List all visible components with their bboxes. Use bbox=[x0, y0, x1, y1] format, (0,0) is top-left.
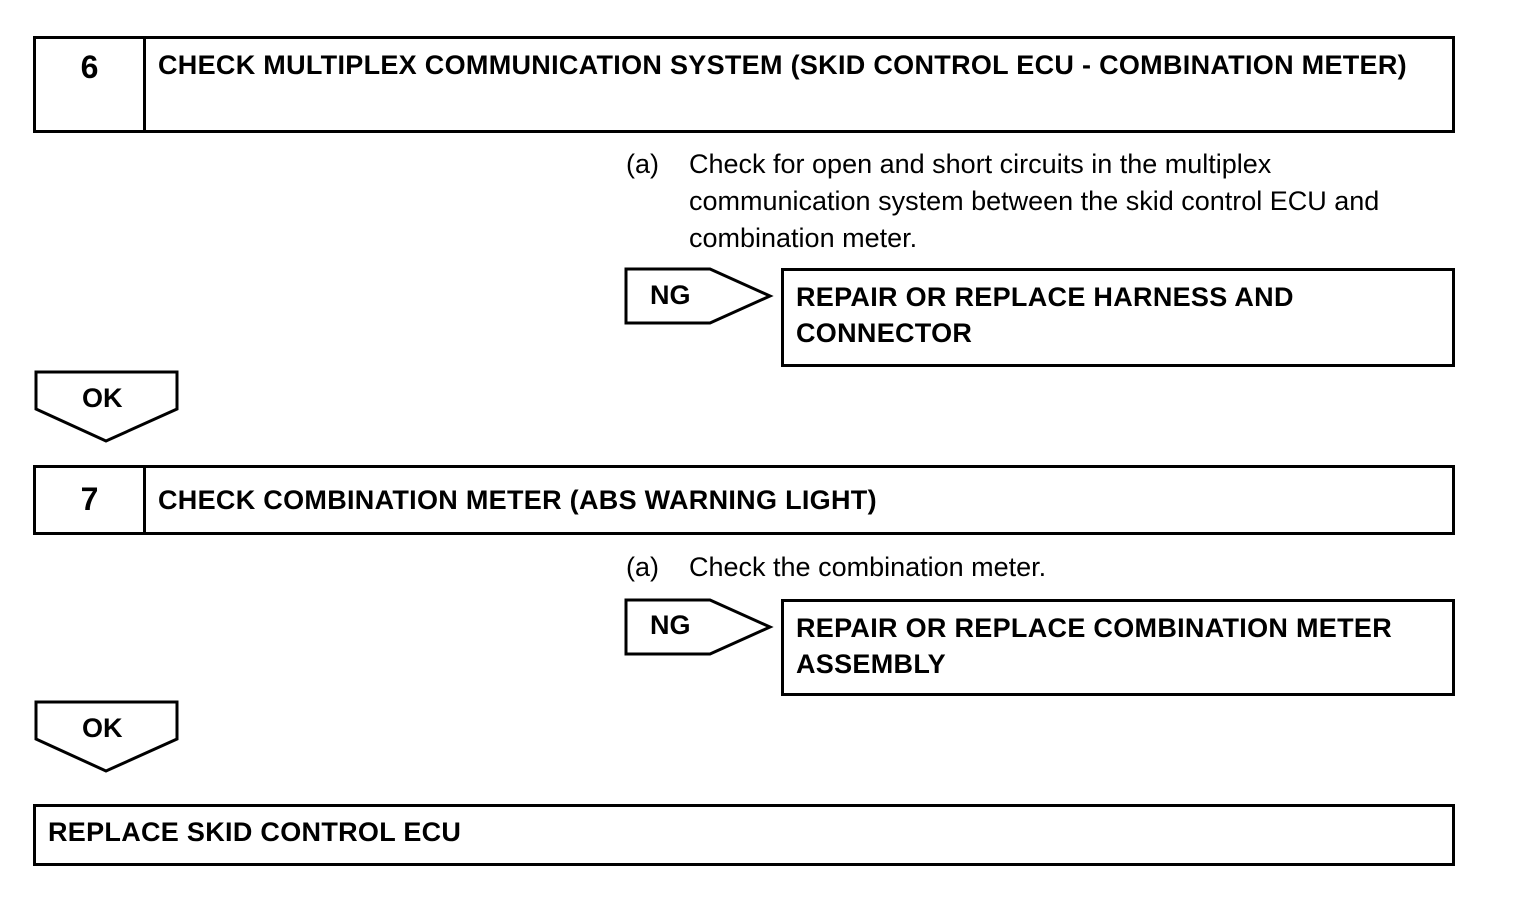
ok-label: OK bbox=[82, 713, 123, 743]
ng-arrow-icon bbox=[624, 598, 774, 656]
instruction-marker: (a) bbox=[626, 552, 659, 582]
instruction-text: Check the combination meter. bbox=[689, 552, 1047, 582]
final-action: REPLACE SKID CONTROL ECU bbox=[33, 804, 1455, 866]
step-number: 7 bbox=[36, 468, 146, 532]
step-6-ng-action: REPAIR OR REPLACE HARNESS AND CONNECTOR bbox=[781, 268, 1455, 367]
ng-arrow-icon bbox=[624, 267, 774, 325]
step-7-ng-action: REPAIR OR REPLACE COMBINATION METER ASSEMBLY bbox=[781, 599, 1455, 696]
step-title: CHECK COMBINATION METER (ABS WARNING LIGHT) bbox=[158, 485, 877, 515]
step-title: CHECK MULTIPLEX COMMUNICATION SYSTEM (SKID CONTROL ECU - COMBINATION METER) bbox=[158, 50, 1407, 80]
instruction-marker: (a) bbox=[626, 149, 659, 179]
step-7-header bbox=[33, 465, 1455, 535]
ok-label: OK bbox=[82, 383, 123, 413]
step-6-header bbox=[33, 36, 1455, 133]
step-6-instruction bbox=[626, 146, 1446, 257]
step-number: 6 bbox=[36, 39, 146, 130]
step-7-instruction bbox=[626, 549, 1446, 586]
ng-label: NG bbox=[650, 610, 691, 640]
instruction-text: Check for open and short circuits in the multiplex communication system between the skid control ECU and combination meter. bbox=[689, 149, 1380, 253]
ng-label: NG bbox=[650, 280, 691, 310]
